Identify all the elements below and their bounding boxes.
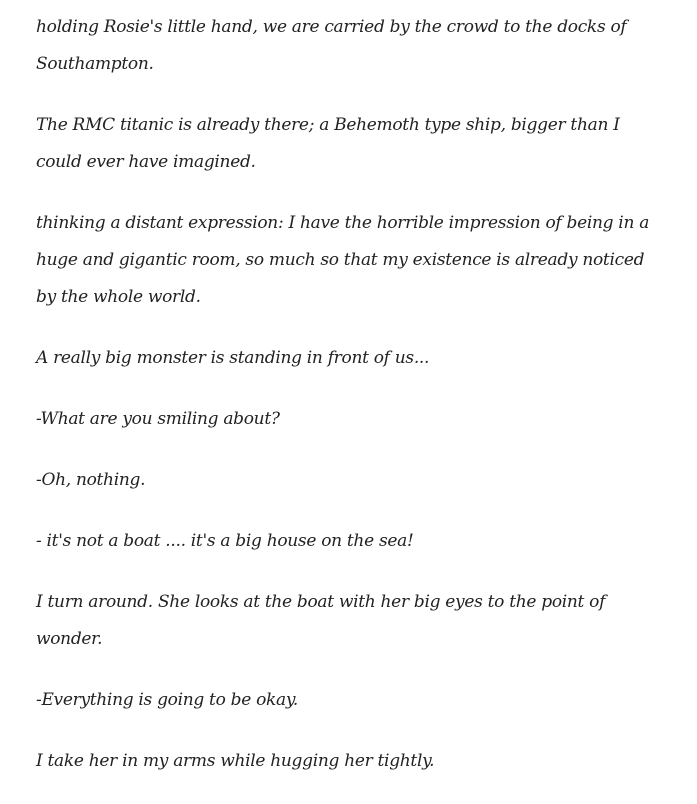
- paragraph: - it's not a boat .... it's a big house on the sea!: [36, 531, 414, 551]
- paragraph: -Oh, nothing.: [36, 470, 146, 490]
- story-text: [36, 9, 666, 804]
- paragraph: -Everything is going to be okay.: [36, 690, 298, 710]
- paragraph: -What are you smiling about?: [36, 409, 280, 429]
- paragraph: I take her in my arms while hugging her tightly.: [36, 751, 435, 771]
- paragraph: thinking a distant expression: I have the horrible impression of being in a huge and gigantic room, so much so that my existence is already noticed by the whole world.: [36, 213, 650, 307]
- paragraph: The RMC titanic is already there; a Behemoth type ship, bigger than I could ever have imagined.: [36, 115, 620, 172]
- paragraph: holding Rosie's little hand, we are carried by the crowd to the docks of Southampton.: [36, 17, 627, 74]
- paragraph: I turn around. She looks at the boat with her big eyes to the point of wonder.: [36, 592, 606, 649]
- paragraph: A really big monster is standing in front of us...: [36, 348, 430, 368]
